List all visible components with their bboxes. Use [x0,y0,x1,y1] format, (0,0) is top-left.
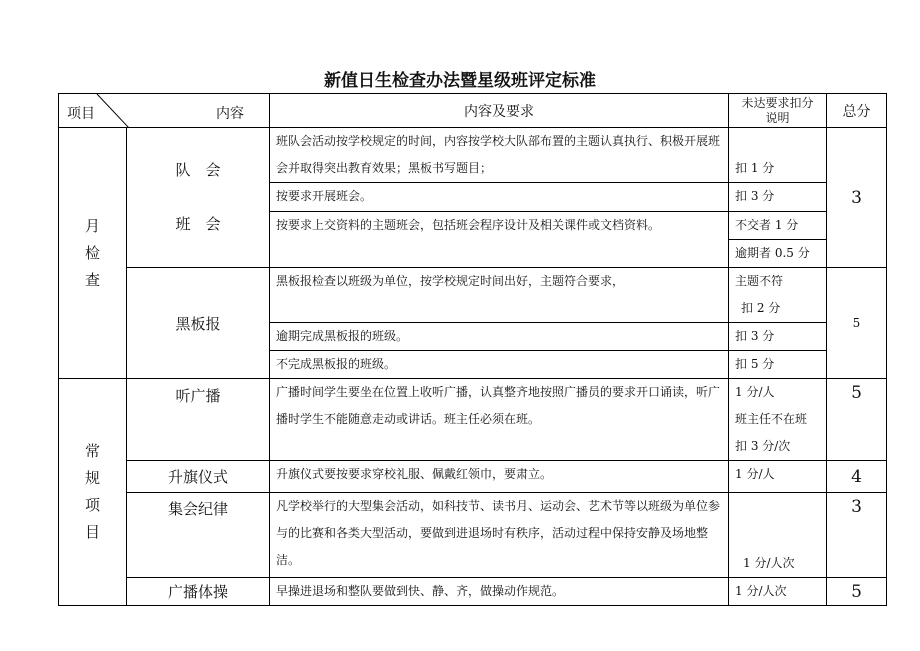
table-row [59,379,887,461]
header-content: 内容 [216,106,244,122]
evaluation-table [58,93,887,606]
item-flag-ceremony: 升旗仪式 [127,461,270,493]
header-deduction-line1: 未达要求扣分 [741,95,814,110]
item-meetings [127,128,270,268]
category-monthly: 月 检 查 [59,128,127,379]
table-row [59,578,887,606]
item-exercise: 广播体操 [127,578,270,606]
document-title: 新值日生检查办法暨星级班评定标准 [324,71,596,91]
deduction-text: 主题不符 扣 2 分 [729,268,827,323]
category-routine: 常 规 项 目 [59,379,127,606]
item-team-meeting: 队 会 [175,161,221,179]
score-blackboard: 5 [827,268,887,379]
table-row [59,493,887,578]
requirement-text: 不完成黑板报的班级。 [270,351,729,379]
deduction-text: 逾期者 0.5 分 [729,240,827,268]
score-exercise: 5 [827,578,887,606]
deduction-text: 不交者 1 分 [729,212,827,240]
deduction-text: 扣 3 分 [729,183,827,212]
header-project: 项目 [67,106,95,122]
deduction-text: 扣 5 分 [729,351,827,379]
item-assembly: 集会纪律 [127,493,270,578]
score-meetings: 3 [827,128,887,268]
header-total: 总分 [827,94,887,128]
deduction-text: 1 分/人次 [729,493,827,578]
requirement-text: 按要求开展班会。 [270,183,729,212]
requirement-text: 凡学校举行的大型集会活动，如科技节、读书月、运动会、艺术节等以班级为单位参与的比赛和各类大型活动，要做到进退场时有秩序，活动过程中保持安静及场地整洁。 [270,493,729,578]
requirement-text: 逾期完成黑板报的班级。 [270,323,729,351]
deduction-text: 扣 3 分 [729,323,827,351]
deduction-text: 扣 1 分 [729,128,827,183]
deduction-text: 1 分/人次 [729,578,827,606]
header-deduction-line2: 说明 [765,110,790,125]
header-requirements: 内容及要求 [270,94,729,128]
table-row [59,128,887,183]
score-assembly: 3 [827,493,887,578]
table-row [59,268,887,323]
score-flag-ceremony: 4 [827,461,887,493]
requirement-text: 早操进退场和整队要做到快、静、齐，做操动作规范。 [270,578,729,606]
item-blackboard: 黑板报 [127,268,270,379]
requirement-text: 广播时间学生要坐在位置上收听广播，认真整齐地按照广播员的要求开口诵读，听广播时学生不能随意走动或讲话。班主任必须在班。 [270,379,729,461]
table-row [59,461,887,493]
requirement-text: 升旗仪式要按要求穿校礼服、佩戴红领巾，要肃立。 [270,461,729,493]
score-broadcast: 5 [827,379,887,461]
deduction-text: 1 分/人 班主任不在班 扣 3 分/次 [729,379,827,461]
header-deduction [729,94,827,128]
item-broadcast: 听广播 [127,379,270,461]
requirement-text: 按要求上交资料的主题班会，包括班会程序设计及相关课件或文档资料。 [270,212,729,268]
header-row [59,94,887,128]
item-class-meeting: 班 会 [175,215,221,233]
requirement-text: 黑板报检查以班级为单位，按学校规定时间出好，主题符合要求， [270,268,729,323]
header-diagonal-cell [59,94,270,128]
deduction-text: 1 分/人 [729,461,827,493]
requirement-text: 班队会活动按学校规定的时间，内容按学校大队部布置的主题认真执行、积极开展班会并取得突出教育效果；黑板书写题目； [270,128,729,183]
